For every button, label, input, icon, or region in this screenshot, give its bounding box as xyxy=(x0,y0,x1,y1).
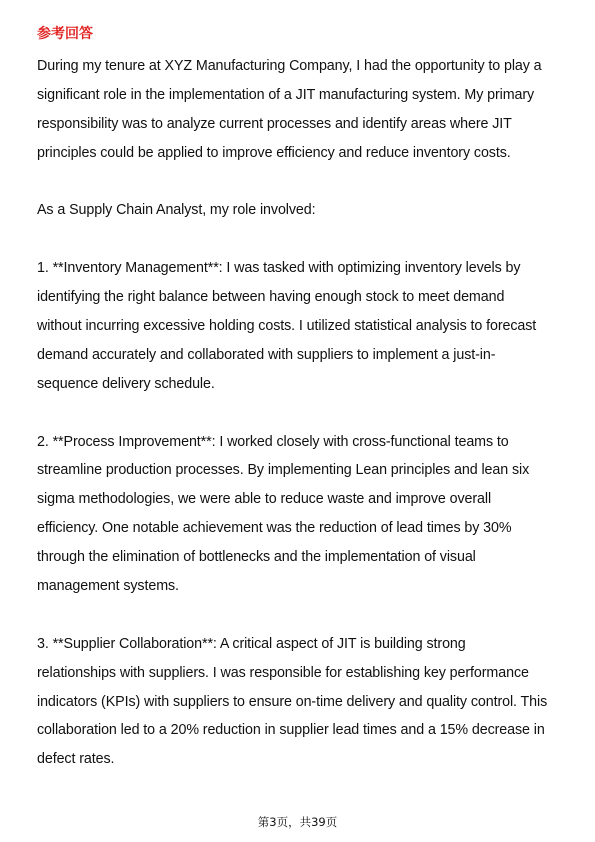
answer-heading: 参考回答 xyxy=(37,26,93,42)
text-line: 2. **Process Improvement**: I worked closely with cross-functional teams to xyxy=(37,433,509,450)
text-line: demand accurately and collaborated with suppliers to implement a just-in- xyxy=(37,346,496,363)
paragraph-gap xyxy=(37,225,565,254)
paragraph-item-2 xyxy=(37,428,565,601)
text-line: sequence delivery schedule. xyxy=(37,375,215,392)
answer-body xyxy=(37,52,565,774)
paragraph-intro xyxy=(37,52,565,168)
text-line: streamline production processes. By implementing Lean principles and lean six xyxy=(37,462,530,479)
paragraph-gap xyxy=(37,168,565,197)
text-line: 3. **Supplier Collaboration**: A critical aspect of JIT is building strong xyxy=(37,635,466,652)
text-line: identifying the right balance between having enough stock to meet demand xyxy=(37,289,505,306)
paragraph-gap xyxy=(37,399,565,428)
text-line: As a Supply Chain Analyst, my role involved: xyxy=(37,202,316,219)
text-line: During my tenure at XYZ Manufacturing Company, I had the opportunity to play a xyxy=(37,58,542,74)
text-line: collaboration led to a 20% reduction in supplier lead times and a 15% decrease in xyxy=(37,722,545,739)
paragraph-item-3 xyxy=(37,630,565,774)
text-line: 1. **Inventory Management**: I was tasked with optimizing inventory levels by xyxy=(37,260,521,277)
text-line: through the elimination of bottlenecks and the implementation of visual xyxy=(37,549,476,566)
paragraph-item-1 xyxy=(37,254,565,398)
text-line: without incurring excessive holding costs. I utilized statistical analysis to forecast xyxy=(37,318,537,335)
text-line: efficiency. One notable achievement was the reduction of lead times by 30% xyxy=(37,520,512,537)
text-line: defect rates. xyxy=(37,751,115,768)
page-number: 第3页，共39页 xyxy=(257,815,338,829)
paragraph-gap xyxy=(37,601,565,630)
text-line: principles could be applied to improve efficiency and reduce inventory costs. xyxy=(37,144,511,161)
text-line: indicators (KPIs) with suppliers to ensure on-time delivery and quality control. This xyxy=(37,693,548,710)
text-line: responsibility was to analyze current processes and identify areas where JIT xyxy=(37,115,512,132)
text-line: sigma methodologies, we were able to reduce waste and improve overall xyxy=(37,491,492,508)
text-line: relationships with suppliers. I was responsible for establishing key performance xyxy=(37,664,529,681)
paragraph-role xyxy=(37,196,565,225)
text-line: management systems. xyxy=(37,578,179,595)
text-line: significant role in the implementation of a JIT manufacturing system. My primary xyxy=(37,86,535,103)
